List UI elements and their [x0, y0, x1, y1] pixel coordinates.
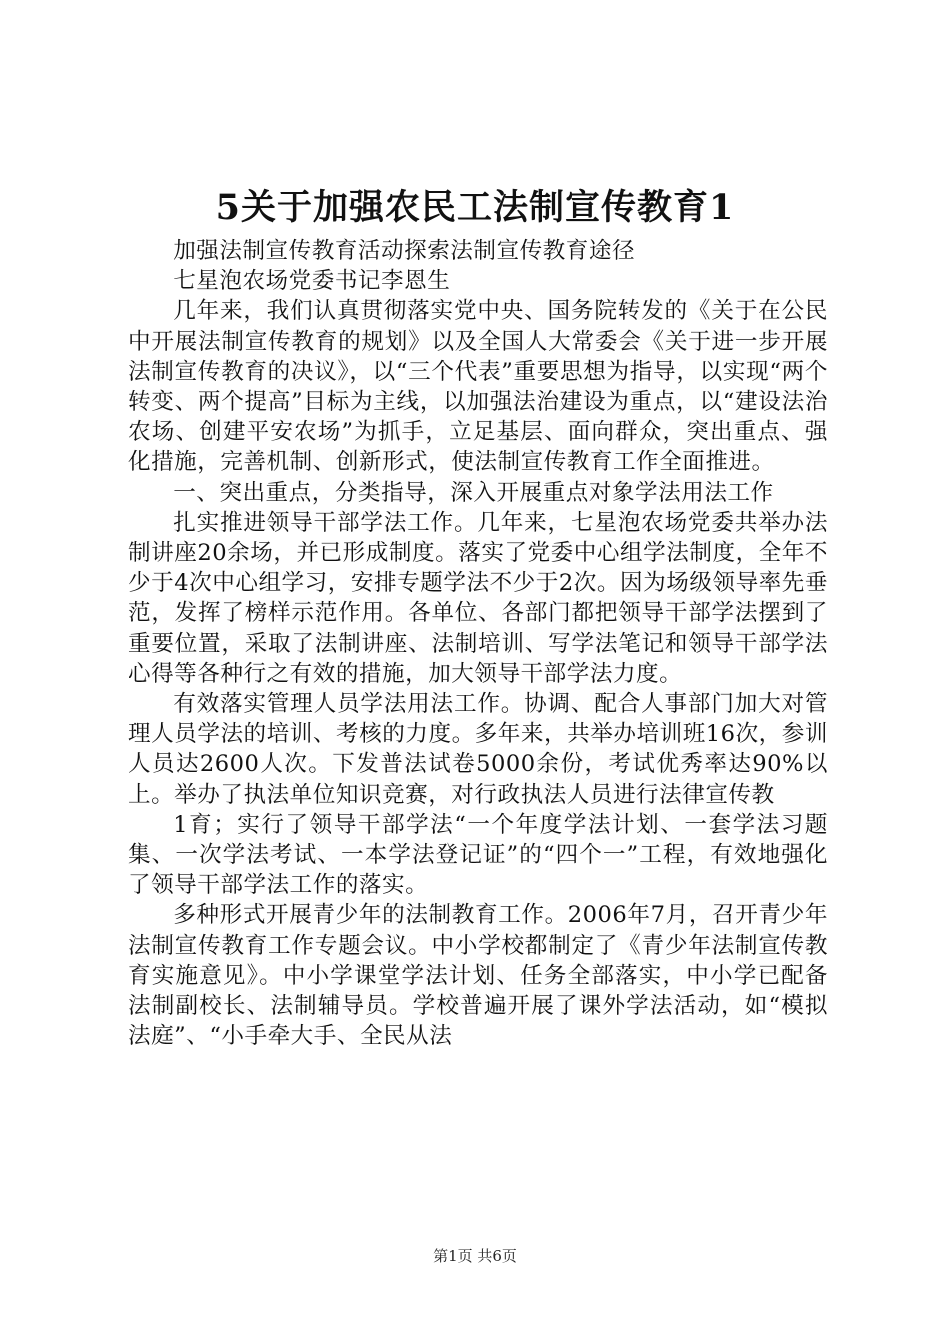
document-body: [128, 236, 828, 1051]
page-footer: 第1页 共6页: [433, 1247, 517, 1265]
subtitle-paragraph: 加强法制宣传教育活动探索法制宣传教育途径: [173, 238, 636, 264]
author-paragraph: 七星泡农场党委书记李恩生: [173, 268, 451, 295]
body-paragraph: 有效落实管理人员学法用法工作。协调、配合人事部门加大对管理人员学法的培训、考核的力度。多年来，共举办培训班16次，参训人员达2600人次。下发普法试卷5000余份，考试优秀率达90%以上。举办了执法单位知识竞赛，对行政执法人员进行法律宣传教: [128, 691, 828, 808]
body-paragraph: 1育；实行了领导干部学法“一个年度学法计划、一套学法习题集、一次学法考试、一本学法登记证”的“四个一”工程，有效地强化了领导干部学法工作的落实。: [128, 811, 828, 899]
document-title: 5关于加强农民工法制宣传教育1: [215, 187, 735, 228]
body-paragraph: 几年来，我们认真贯彻落实党中央、国务院转发的《关于在公民中开展法制宣传教育的规划》以及全国人大常委会《关于进一步开展法制宣传教育的决议》，以“三个代表”重要思想为指导，以实现“两个转变、两个提高”目标为主线，以加强法治建设为重点，以“建设法治农场、创建平安农场”为抓手，立足基层、面向群众，突出重点、强化措施，完善机制、创新形式，使法制宣传教育工作全面推进。: [128, 298, 828, 476]
body-paragraph: 多种形式开展青少年的法制教育工作。2006年7月，召开青少年法制宣传教育工作专题会议。中小学校都制定了《青少年法制宣传教育实施意见》。中小学课堂学法计划、任务全部落实，中小学已配备法制副校长、法制辅导员。学校普遍开展了课外学法活动，如“模拟法庭”、“小手牵大手、全民从法: [128, 902, 828, 1050]
body-paragraph: 扎实推进领导干部学法工作。几年来，七星泡农场党委共举办法制讲座20余场，并已形成制度。落实了党委中心组学法制度，全年不少于4次中心组学习，安排专题学法不少于2次。因为场级领导率先垂范，发挥了榜样示范作用。各单位、各部门都把领导干部学法摆到了重要位置，采取了法制讲座、法制培训、写学法笔记和领导干部学法心得等各种行之有效的措施，加大领导干部学法力度。: [128, 509, 828, 687]
section-heading: 一、突出重点，分类指导，深入开展重点对象学法用法工作: [173, 479, 774, 506]
